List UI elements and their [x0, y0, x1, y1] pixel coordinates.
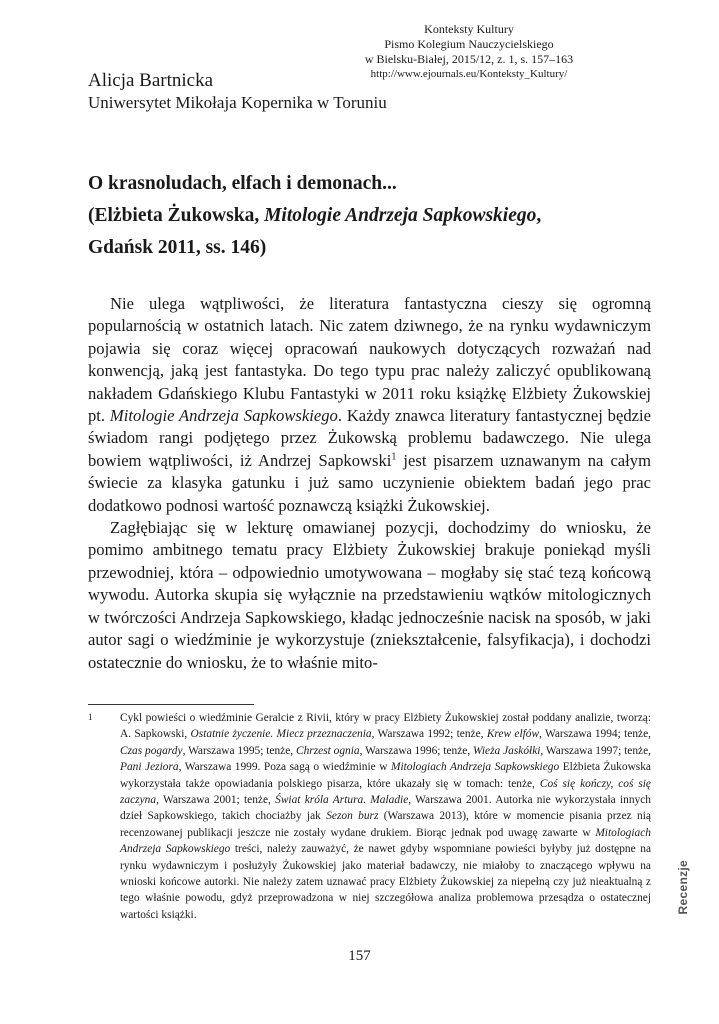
- title-line-2: [88, 200, 648, 232]
- title-line-1: O krasnoludach, elfach i demonach...: [88, 173, 397, 194]
- title-book-title: Mitologie Andrzeja Sapkowskiego: [264, 205, 537, 226]
- fn-seg: Elżbieta Żukowska wykorzystała także opowiadania polskiego pisarza, które ukazały się w tomach: tenże,: [120, 761, 651, 790]
- page-number: 157: [348, 948, 371, 964]
- review-body: [88, 293, 651, 674]
- fn-title: Świat króla Artura. Maladie: [275, 794, 409, 807]
- fn-seg: , Warszawa 1996; tenże,: [359, 744, 474, 757]
- title-line-2-suffix: ,: [536, 205, 542, 226]
- fn-title: Sezon burz: [326, 810, 379, 823]
- title-line-2-prefix: (Elżbieta Żukowska,: [88, 205, 265, 226]
- fn-seg: , Warszawa 1999. Poza sagą o wiedźminie w: [178, 761, 391, 774]
- paragraph-1-part-c: jest pisarzem uznawanym na całym świecie za klasyka gatunku i już samo uczynienie obiektem badań jego prac dodatkowo podnosi wartość poznawczą książki Żukowskiej.: [88, 450, 651, 515]
- fn-seg: , Warszawa 1997; tenże,: [540, 744, 651, 757]
- author-affiliation: Uniwersytet Mikołaja Kopernika w Toruniu: [88, 93, 387, 112]
- author-block: [88, 70, 387, 114]
- paragraph-2: Zagłębiając się w lekturę omawianej pozycji, dochodzimy do wniosku, że pomimo ambitnego tematu pracy Elżbiety Żukowskiej brakuje poniekąd myśli przewodniej, która – odpowiednio umotywowana – mogłaby się stać tezą końcową wywodu. Autorka skupia się wyłącznie na przedstawieniu wątków mitologicznych w twórczości Andrzeja Sapkowskiego, kładąc jednocześnie nacisk na sposób, w jaki autor sagi o wiedźminie je wykorzystuje (zniekształcenie, falsyfikacja), i dochodzi ostatecznie do wniosku, że to właśnie mito-: [88, 518, 651, 672]
- title-line-3: Gdańsk 2011, ss. 146): [88, 237, 267, 258]
- footnote-text: [120, 710, 651, 923]
- author-name: Alicja Bartnicka: [88, 70, 214, 91]
- journal-url[interactable]: http://www.ejournals.eu/Konteksty_Kultury/: [370, 68, 568, 80]
- journal-subtitle: Pismo Kolegium Nauczycielskiego: [384, 37, 554, 51]
- fn-title: Krew elfów: [486, 728, 540, 741]
- footnote-divider: [88, 704, 254, 705]
- paragraph-1-book-title: Mitologie Andrzeja Sapkowskiego: [109, 406, 338, 426]
- paragraph-1-part-b: . Każdy znawca literatury fantastycznej będzie świadom rangi podjętego przez Żukowską problemu badawczego. Nie ulega bowiem wątpliwości, iż Andrzej Sapkowski: [88, 406, 651, 470]
- section-label: Recenzje: [676, 860, 690, 915]
- fn-title: Wieża Jaskółki: [473, 744, 541, 757]
- fn-seg: , Warszawa 1992; tenże,: [371, 728, 487, 741]
- fn-seg: (Warszawa 2013), które w momencie pisania przez nią recenzowanej publikacji jeszcze nie zostały wydane drukiem. Biorąc jednak pod uwagę zawarte w: [120, 810, 651, 839]
- journal-name: Konteksty Kultury: [424, 22, 514, 36]
- journal-citation: w Bielsku-Białej, 2015/12, z. 1, s. 157–163: [364, 52, 574, 66]
- review-title: [88, 168, 648, 264]
- fn-title: Mitologiach Andrzeja Sapkowskiego: [120, 826, 651, 856]
- paragraph-1: [88, 293, 651, 517]
- fn-title: Mitologiach Andrzeja Sapkowskiego: [390, 761, 560, 774]
- fn-seg: treści, należy zauważyć, że nawet gdyby wspomniane powieści byłyby już dostępne na rynku wydawniczym i posłużyły Żukowskiej jako materiał badawczy, nie miałoby to znaczącego wpływu na wnioski końcowe autorki. Nie należy zatem uznawać pracy Elżbiety Żukowskiej za niepełną czy już nieaktualną z tego właśnie powodu, gdyż przeprowadzona w niej szczegółowa analiza problemowa przesądza o ostatecznej wartości książki.: [120, 843, 651, 921]
- fn-seg: Cykl powieści o wiedźminie Geralcie z Rivii, który w pracy Elżbiety Żukowskiej został poddany analizie, tworzą: A. Sapkowski,: [120, 712, 651, 741]
- fn-title: Czas pogardy: [120, 744, 183, 757]
- footnote-1: [88, 710, 651, 923]
- paragraph-1-part-a: Nie ulega wątpliwości, że literatura fantastyczna cieszy się ogromną popularnością w ostatnich latach. Nic zatem dziwnego, że na rynku wydawniczym pojawia się coraz więcej opracowań naukowych dotyczących rozważań nad konwencją, jaką jest fantastyka. Do tego typu prac należy zaliczyć opublikowaną nakładem Gdańskiego Klubu Fantastyki w 2011 roku książkę Elżbiety Żukowskiej pt.: [88, 294, 651, 426]
- fn-title: Chrzest ognia: [295, 744, 360, 757]
- footnote-ref-1[interactable]: 1: [391, 451, 397, 463]
- fn-seg: , Warszawa 2001; tenże,: [156, 794, 276, 807]
- fn-title: Ostatnie życzenie. Miecz przeznaczenia: [190, 728, 372, 741]
- fn-title: Coś się kończy, coś się zaczyna: [120, 777, 651, 807]
- fn-seg: , Warszawa 2001. Autorka nie wykorzystała innych dzieł Sapkowskiego, takich chociażby jak: [120, 794, 651, 823]
- fn-title: Pani Jeziora: [120, 761, 179, 774]
- footnote-number: 1: [88, 712, 93, 722]
- fn-seg: , Warszawa 1995; tenże,: [182, 744, 296, 757]
- fn-seg: , Warszawa 1994; tenże,: [539, 728, 651, 741]
